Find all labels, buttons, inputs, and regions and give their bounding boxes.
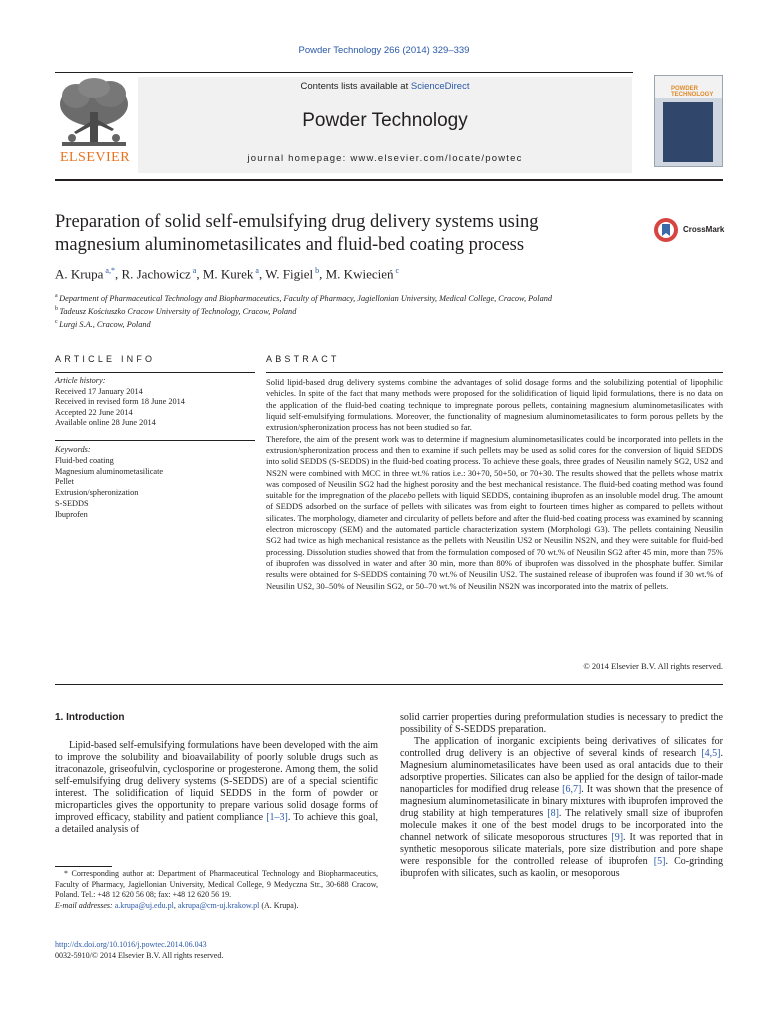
author-name: A. Krupa <box>55 266 104 282</box>
author-name: M. Kwiecień <box>325 266 394 282</box>
abstract-heading: ABSTRACT <box>266 354 340 364</box>
abstract-text: Therefore, the aim of the present work was to determine if magnesium aluminometasilicates could be incorporated into pellets in the extrusion/spheronization process and then to examine if such pellets may be used as solid cores for the conversion of liquid SEDDS into solid SEDDS (S-SEDDS) in the fluid-bed coating process. To achieve these goals, three grades of Neusilin namely SG2, US2 and NS2N were combined with MCC in three wt.% ratios i.e.: 30+70, 50+50, or 70+30. The results showed that the pellets whose matrix was composed of Neusilin SG2 had the highest porosity and the best mechanical resistance. The fluid-bed coating method was found suitable for the impregnation of the <box>266 433 723 501</box>
header-top-rule <box>55 72 633 73</box>
author-affiliation-marker[interactable]: c <box>393 266 400 275</box>
intro-text: The application of inorganic excipients being derivatives of silicates for controlled drug delivery is an objective of several kinds of research <box>400 736 723 759</box>
header-bottom-rule <box>55 179 723 181</box>
intro-text: . The relatively small size of ibuprofen molecule makes it one of the best model drugs to be incorporated into the channel network of silicate mesoporous structures <box>400 808 724 843</box>
citation-link[interactable]: [5] <box>653 856 666 867</box>
elsevier-wordmark: ELSEVIER <box>59 150 131 165</box>
history-label: Article history: <box>55 376 106 385</box>
intro-text: . Magnesium aluminometasilicates have been used as oral antacids due to their adsorptive properties. Silicates can also be applied for the design of tailor-made nanoparticles for modified drug release <box>400 748 723 795</box>
journal-reference[interactable]: Powder Technology 266 (2014) 329–339 <box>298 45 470 56</box>
intro-text: . It was reported that in synthetic mesoporous silicate materials, pore size distribution and pore shape were responsible for the controlled release of ibuprofen <box>400 832 723 867</box>
journal-homepage <box>138 153 632 164</box>
citation-link[interactable]: [9] <box>611 832 624 843</box>
affiliation-list <box>55 291 552 330</box>
corresponding-author-footnote <box>55 869 378 911</box>
cover-artwork <box>663 102 713 162</box>
keywords-label: Keywords: <box>55 445 91 454</box>
author-separator: , <box>114 266 122 282</box>
keywords-rule <box>55 440 255 441</box>
affiliation-text: Lurgi S.A., Cracow, Poland <box>59 319 151 329</box>
email-link[interactable]: a.krupa@uj.edu.pl <box>114 900 174 910</box>
article-info-rule <box>55 372 255 373</box>
author-affiliation-marker[interactable]: a <box>190 266 197 275</box>
email-label: E-mail addresses: <box>55 900 113 910</box>
keyword-item: Magnesium aluminometasilicate <box>55 466 164 476</box>
intro-paragraph: solid carrier properties during preformulation studies is necessary to predict the possibility of S-SEDDS preparation. <box>400 712 723 735</box>
abstract-italic: placebo <box>388 490 416 501</box>
affiliation-key: b <box>55 305 60 312</box>
article-history <box>55 376 185 429</box>
history-item: Available online 28 June 2014 <box>55 418 156 428</box>
footnote-text: * Corresponding author at: Department of Pharmaceutical Technology and Biopharmaceutics, Faculty of Pharmacy, Jagiellonian University, Medical College, 9 Medyczna Str., 30-688 Cracow, Poland. Tel.: +48 12 620 56 08; fax: +48 12 620 56 19. <box>55 869 378 899</box>
email-tail: (A. Krupa). <box>259 900 299 910</box>
keyword-item: Pellet <box>55 477 74 487</box>
intro-text: . It was shown that the presence of magnesium aluminometasilicate in binary mixtures with ibuprofen improved the drug stability at high temperatures <box>400 784 723 819</box>
homepage-label: journal homepage: <box>247 153 351 164</box>
history-item: Accepted 22 June 2014 <box>55 407 133 417</box>
affiliation-item <box>55 291 552 304</box>
author-separator: , <box>196 266 203 282</box>
contents-line <box>138 81 632 92</box>
affiliation-text: Tadeusz Kościuszko Cracow University of Technology, Cracow, Poland <box>59 306 297 316</box>
intro-right-column <box>400 712 723 880</box>
crossmark-label: CrossMark <box>683 225 725 234</box>
journal-cover-thumbnail[interactable] <box>654 75 723 167</box>
citation-link[interactable]: [8] <box>547 808 559 819</box>
doi-link[interactable]: http://dx.doi.org/10.1016/j.powtec.2014.06.043 <box>55 940 207 949</box>
section-heading-introduction: 1. Introduction <box>55 712 125 723</box>
intro-text: . To achieve this goal, a detailed analysis of <box>55 812 378 835</box>
author-name: R. Jachowicz <box>121 266 191 282</box>
intro-text: Lipid-based self-emulsifying formulations have been developed with the aim to improve the solubility and bioavailability of poorly soluble drugs such as itraconazole, griseofulvin, cyclosporine or progesterone. Among them, the solid self-emulsifying drug delivery systems (S-SEDDS) are of a special scientific interest. The solidification of liquid SEDDS in the form of powder or microparticles gives the opportunity to prepare various solid dosage forms of improved efficacy, stability and patient compliance <box>55 740 378 823</box>
author-name: W. Figiel <box>265 266 314 282</box>
footnote-rule <box>55 866 112 867</box>
history-item: Received in revised form 18 June 2014 <box>55 397 185 407</box>
citation-link[interactable]: [6,7] <box>562 784 582 795</box>
author-affiliation-marker[interactable]: b <box>313 266 320 275</box>
keyword-item: Fluid-bed coating <box>55 455 114 465</box>
contents-prefix: Contents lists available at <box>300 81 411 92</box>
abstract-bottom-rule <box>55 684 723 685</box>
keyword-item: Extrusion/spheronization <box>55 488 139 498</box>
author-separator: , <box>258 266 266 282</box>
author-separator: , <box>319 266 326 282</box>
cover-title: POWDER TECHNOLOGY <box>671 86 714 98</box>
affiliation-item <box>55 304 552 317</box>
doi-block <box>55 939 223 961</box>
author-affiliation-marker[interactable]: a <box>253 266 259 275</box>
abstract-rule <box>266 372 723 373</box>
author-affiliation-marker[interactable]: a,* <box>103 266 115 275</box>
intro-left-column <box>55 740 378 836</box>
crossmark-icon <box>653 217 679 243</box>
citation-link[interactable]: [1–3] <box>266 812 288 823</box>
intro-paragraph <box>400 736 723 880</box>
article-info-heading: ARTICLE INFO <box>55 354 156 364</box>
history-item: Received 17 January 2014 <box>55 386 143 396</box>
affiliation-item <box>55 317 552 330</box>
email-separator: , <box>173 900 178 910</box>
affiliation-text: Department of Pharmaceutical Technology and Biopharmaceutics, Faculty of Pharmacy, Jagiellonian University, Medical College, Cracow, Poland <box>59 293 553 303</box>
affiliation-key: a <box>55 293 60 299</box>
abstract-text: pellets with liquid SEDDS, containing ibuprofen as an insoluble model drug. The amount of SEDDS adsorbed on the surface of pellets with silicates was from eight to fourteen times higher as compared to pellets without silicates. The morphology, diameter and circularity of pellets before and after the fluid-bed coating process was examined by scanning electron microscopy (SEM) and the automated particle characterization system (Morphologi G3). The pellets containing Neusilin SG2 had twice as high mechanical resistance as the pellets with Neusilin US2 or Neusilin NS2N, and they were suitable for fluid-bed processing. Dissolution studies showed that from the formulation composed of 70 wt.% of Neusilin SG2 after 45 min, more than 75% of ibuprofen was dissolved in water and after 30 min, more than 80% of ibuprofen was dissolved in the phosphate buffer. Similar results were obtained for S-SEDDS containing 70 wt.% of Neusilin US2. The sustained release of ibuprofen was found if 30 wt.% of Neusilin US2, 30–50% of Neusilin SG2, or 50–70 wt.% of Neusilin NS2N was incorporated into the matrix of pellets. <box>266 490 723 591</box>
journal-title: Powder Technology <box>302 110 468 131</box>
homepage-url[interactable]: www.elsevier.com/locate/powtec <box>350 153 523 164</box>
affiliation-key: c <box>55 318 60 325</box>
author-name: M. Kurek <box>202 266 254 282</box>
abstract-paragraph-2 <box>266 434 723 592</box>
keywords-list <box>55 445 163 521</box>
intro-text: . Co-grinding ibuprofen with silicates, such as kaolin, or mesoporous <box>400 856 723 879</box>
abstract-body <box>266 377 723 592</box>
email-link[interactable]: akrupa@cm-uj.krakow.pl <box>177 900 260 910</box>
keyword-item: S-SEDDS <box>55 498 89 508</box>
abstract-paragraph-1: Solid lipid-based drug delivery systems combine the advantages of solid dosage forms and the solubilizing potential of lipophilic vehicles. In spite of the fact that many methods were proposed for the solidification of liquid lipid formulations, there is no data on the application of the fluid-bed coating technique to impregnate porous pellets, containing magnesium aluminometasilicates with liquid self-emulsifying formulations. Moreover, the functionality of magnesium aluminometasilicates to form porous pellets by the extrusion/spheronization process has not been studied so far. <box>266 377 723 433</box>
crossmark-badge[interactable] <box>653 217 733 245</box>
issn-line: 0032-5910/© 2014 Elsevier B.V. All rights reserved. <box>55 951 224 960</box>
abstract-copyright: © 2014 Elsevier B.V. All rights reserved. <box>583 661 723 671</box>
author-list <box>55 266 399 282</box>
keyword-item: Ibuprofen <box>55 509 88 519</box>
citation-link[interactable]: [4,5] <box>701 748 721 759</box>
sciencedirect-link[interactable]: ScienceDirect <box>410 81 470 92</box>
article-title: Preparation of solid self-emulsifying drug delivery systems using magnesium aluminometasilicates and fluid-bed coating process <box>55 212 539 255</box>
